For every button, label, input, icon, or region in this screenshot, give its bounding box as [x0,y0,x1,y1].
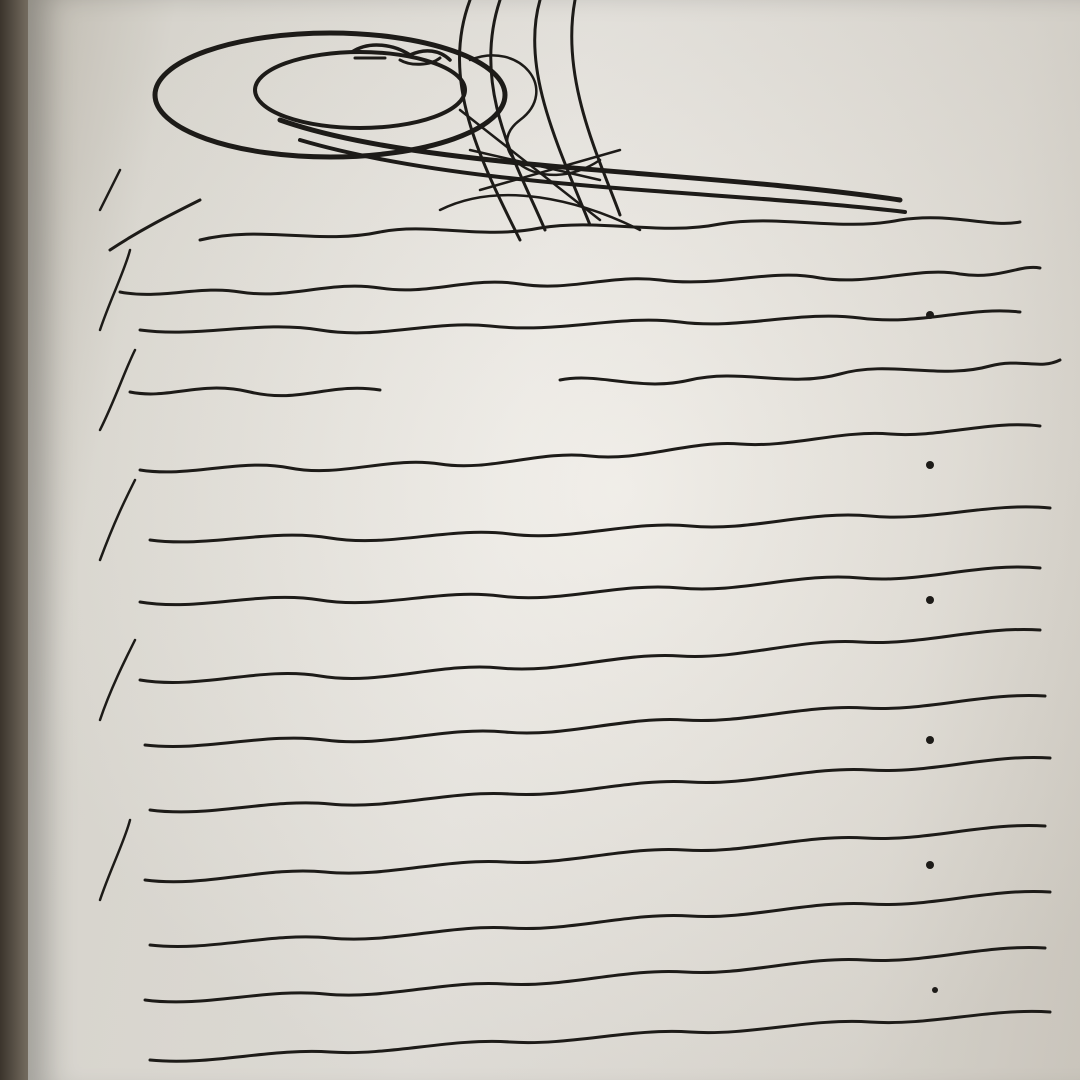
script-line-14 [150,1011,1050,1061]
script-line-11 [145,825,1045,881]
handwritten-text [100,170,1060,1061]
script-line-13 [145,947,1045,1001]
script-line-9 [145,695,1045,746]
script-line-4 [130,360,1060,396]
script-line-12 [150,891,1050,946]
script-line-10 [150,757,1050,811]
script-line-1 [110,200,1020,250]
script-line-3 [140,311,1020,333]
bullet-marks [926,311,938,993]
margin-annotations [100,170,135,900]
script-line-8 [140,629,1040,682]
script-line-7 [140,567,1040,605]
script-line-5 [140,425,1040,472]
script-line-2 [120,267,1040,294]
tughra-seal [155,0,905,240]
script-line-6 [150,507,1050,542]
